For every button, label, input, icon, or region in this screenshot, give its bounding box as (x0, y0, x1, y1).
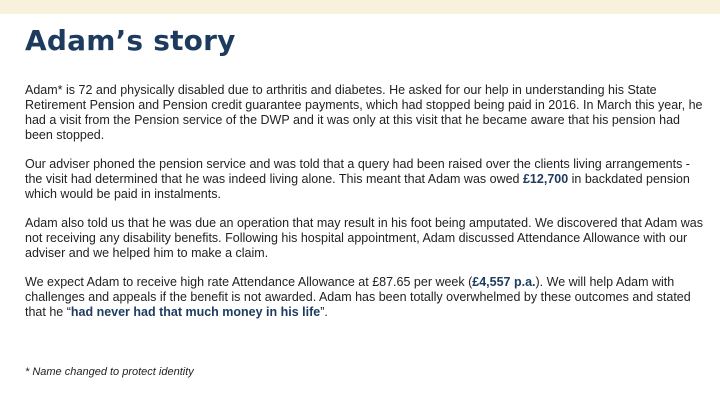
paragraph-expected-outcome (25, 275, 705, 320)
slide-title: Adam’s story (25, 24, 236, 57)
paragraph-text: ”. (320, 305, 328, 319)
story-body (25, 83, 705, 334)
top-accent-bar (0, 0, 720, 14)
paragraph-pension-outcome (25, 157, 705, 202)
paragraph-text: in backdated pension which would be paid in instalments. (25, 172, 690, 201)
annual-amount: £4,557 p.a. (472, 275, 536, 289)
footnote: * Name changed to protect identity (25, 366, 194, 378)
paragraph-text: We expect Adam to receive high rate Attendance Allowance at £87.65 per week ( (25, 275, 473, 289)
paragraph-background: Adam* is 72 and physically disabled due to arthritis and diabetes. He asked for our help in understanding his State Retirement Pension and Pension credit guarantee payments, which had stopped being paid in 2016. In March this year, he had a visit from the Pension service of the DWP and it was only at this visit that he became aware that his pension had been stopped. (25, 83, 703, 142)
paragraph-disability-claim: Adam also told us that he was due an operation that may result in his foot being amputated. We discovered that Adam was not receiving any disability benefits. Following his hospital appointment, Adam discussed Attendance Allowance with our adviser and we helped him to make a claim. (25, 216, 703, 260)
paragraph-text: Our adviser phoned the pension service and was told that a query had been raised over the clients living arrangements - the visit had determined that he was indeed living alone. This meant that Adam was owed (25, 157, 690, 186)
backdated-amount: £12,700 (522, 172, 569, 186)
paragraph-text: ). We will help Adam with challenges and appeals if the benefit is not awarded. Adam has been totally overwhelmed by these outcomes and stated that he “ (25, 275, 691, 319)
client-quote: had never had that much money in his life (70, 305, 321, 319)
